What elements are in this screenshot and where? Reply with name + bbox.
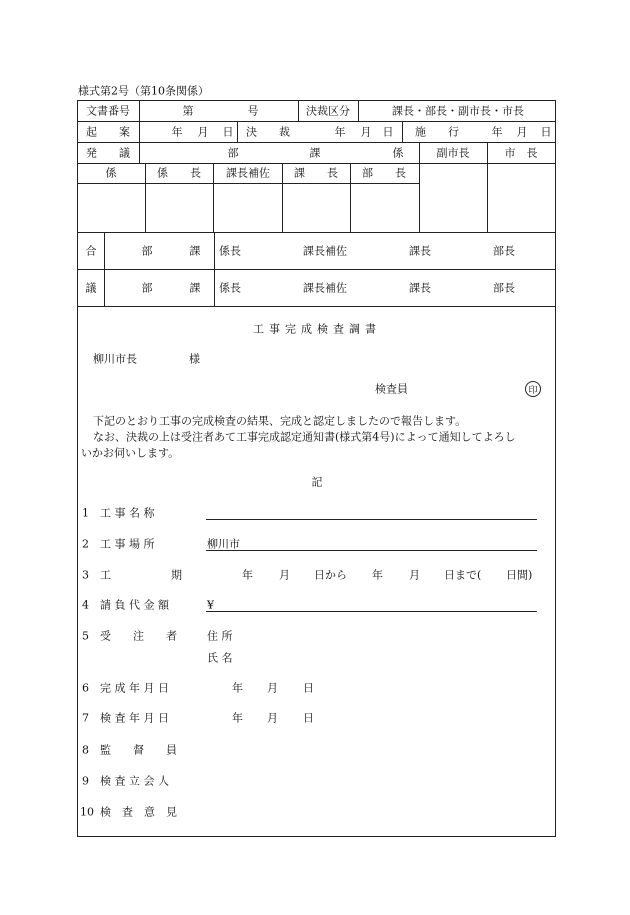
enforced-month: 月 <box>516 125 528 139</box>
consult-ka: 課 <box>189 281 201 295</box>
item-10-number: 10 <box>80 805 94 819</box>
enforced-label: 施 行 <box>415 125 459 139</box>
col-kacho: 課 長 <box>294 166 338 180</box>
doc-number-go: 号 <box>247 104 259 118</box>
consult-ka: 課 <box>189 244 201 258</box>
drafted-label: 起 案 <box>86 125 130 139</box>
enforced-day: 日 <box>540 125 552 139</box>
item-9-number: 9 <box>82 774 89 788</box>
item-3-year1: 年 <box>242 568 253 582</box>
item-3-month1: 月 <box>279 568 290 582</box>
grid-line <box>77 232 556 233</box>
inspector-label: 検査員 <box>375 382 408 396</box>
proposer-kakari: 係 <box>392 146 404 160</box>
item-2-value: 柳川市 <box>207 537 240 551</box>
consult-hosa: 課長補佐 <box>303 281 347 295</box>
enforced-year: 年 <box>491 125 503 139</box>
item-2-number: 2 <box>82 537 89 551</box>
item-7-label: 検 査 年 月 日 <box>100 711 169 725</box>
proposer-ka: 課 <box>309 146 321 160</box>
item-6-label: 完 成 年 月 日 <box>100 681 169 695</box>
decision-class-label: 決裁区分 <box>306 104 350 118</box>
form-id: 様式第2号（第10条関係） <box>78 84 209 98</box>
item-3-days: 日間) <box>506 568 533 582</box>
consult-kakaricho: 係長 <box>219 244 241 258</box>
grid-line <box>145 163 146 233</box>
grid-line <box>77 163 556 164</box>
item-7-month: 月 <box>267 711 278 725</box>
honorific: 様 <box>189 352 200 366</box>
seal-mark: 印 <box>525 381 541 397</box>
item-3-month2: 月 <box>409 568 420 582</box>
consult-bucho: 部長 <box>493 281 515 295</box>
table-border-right <box>555 100 556 837</box>
consult-kacho: 課長 <box>409 281 431 295</box>
item-1-underline <box>206 519 537 520</box>
item-3-number: 3 <box>82 568 89 582</box>
report-title: 工事完成検査調書 <box>253 322 381 336</box>
col-kakari: 係 <box>105 166 117 180</box>
consult-kakaricho: 係長 <box>219 281 241 295</box>
grid-line <box>298 100 299 121</box>
grid-line <box>77 183 419 184</box>
item-6-year: 年 <box>232 681 243 695</box>
consult-label-1: 合 <box>85 244 97 258</box>
item-3-label-b: 期 <box>171 568 182 582</box>
body-line-3: いかお伺いします。 <box>81 446 180 460</box>
proposer-bu: 部 <box>227 146 239 160</box>
col-kakaricho: 係 長 <box>157 166 201 180</box>
grid-line <box>419 142 420 233</box>
mayor-label: 市 長 <box>504 146 538 160</box>
proposer-label: 発 議 <box>86 146 130 160</box>
consult-label-2: 議 <box>85 281 97 295</box>
grid-line <box>214 232 215 306</box>
body-line-2: なお、決裁の上は受注者あて工事完成認定通知書(様式第4号)によって通知してよろし <box>93 430 516 444</box>
item-7-day: 日 <box>303 711 314 725</box>
item-6-day: 日 <box>303 681 314 695</box>
table-border-top <box>77 100 556 101</box>
ki-label: 記 <box>311 475 323 489</box>
col-bucho: 部 長 <box>362 166 406 180</box>
body-line-1: 下記のとおり工事の完成検査の結果、完成と認定しましたので報告します。 <box>93 414 467 428</box>
consult-hosa: 課長補佐 <box>303 244 347 258</box>
doc-number-dai: 第 <box>182 104 194 118</box>
table-border-bottom <box>77 836 556 837</box>
grid-line <box>77 142 556 143</box>
grid-line <box>77 269 556 270</box>
item-6-number: 6 <box>82 681 89 695</box>
doc-number-label: 文書番号 <box>86 104 130 118</box>
consult-bucho: 部長 <box>493 244 515 258</box>
grid-line <box>402 121 403 142</box>
grid-line <box>77 306 556 307</box>
grid-line <box>358 100 359 121</box>
item-2-underline <box>206 550 537 551</box>
drafted-day: 日 <box>222 125 234 139</box>
item-3-from: 日から <box>314 568 347 582</box>
item-4-label: 請 負 代 金 額 <box>100 598 169 612</box>
item-7-year: 年 <box>232 711 243 725</box>
item-4-yen: ¥ <box>207 598 214 612</box>
decided-label: 決 裁 <box>246 125 290 139</box>
grid-line <box>213 163 214 233</box>
item-4-underline <box>206 611 537 612</box>
grid-line <box>237 121 238 142</box>
drafted-year: 年 <box>171 125 183 139</box>
grid-line <box>104 232 105 306</box>
col-kachohosa: 課長補佐 <box>226 166 270 180</box>
item-9-label: 検 査 立 会 人 <box>100 774 169 788</box>
item-3-label-a: 工 <box>100 568 111 582</box>
consult-bu: 部 <box>141 281 153 295</box>
grid-line <box>77 121 556 122</box>
item-1-label: 工 事 名 称 <box>100 506 155 520</box>
consult-kacho: 課長 <box>409 244 431 258</box>
item-5-number: 5 <box>82 629 89 643</box>
decided-year: 年 <box>334 125 346 139</box>
addressee: 柳川市長 <box>93 352 137 366</box>
decided-month: 月 <box>360 125 372 139</box>
item-10-label: 検 査 意 見 <box>100 805 177 819</box>
item-5-name: 氏 名 <box>207 651 233 665</box>
item-2-label: 工 事 場 所 <box>100 537 155 551</box>
item-5-label: 受 注 者 <box>100 629 177 643</box>
item-4-number: 4 <box>82 598 89 612</box>
item-6-month: 月 <box>267 681 278 695</box>
decision-class-value: 課長・部長・副市長・市長 <box>392 104 524 118</box>
item-3-until: 日まで( <box>444 568 482 582</box>
item-1-number: 1 <box>82 506 89 520</box>
consult-bu: 部 <box>141 244 153 258</box>
grid-line <box>487 142 488 233</box>
drafted-month: 月 <box>197 125 209 139</box>
item-3-year2: 年 <box>372 568 383 582</box>
item-8-number: 8 <box>82 743 89 757</box>
item-8-label: 監 督 員 <box>100 743 177 757</box>
decided-day: 日 <box>382 125 394 139</box>
vice-mayor-label: 副市長 <box>436 146 470 160</box>
grid-line <box>350 163 351 233</box>
table-border-left <box>77 100 78 837</box>
item-7-number: 7 <box>82 711 89 725</box>
grid-line <box>139 100 140 163</box>
grid-line <box>282 163 283 233</box>
item-5-address: 住 所 <box>207 629 233 643</box>
